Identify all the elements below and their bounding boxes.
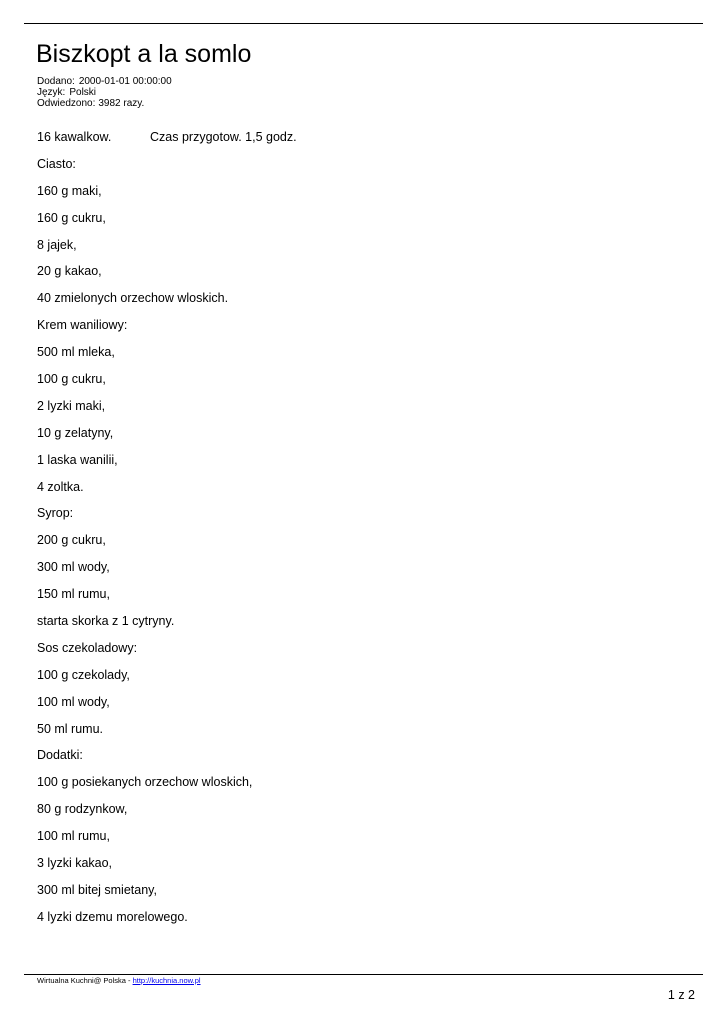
recipe-line: 2 lyzki maki, [37, 398, 106, 413]
added-date [37, 76, 172, 87]
recipe-line: 4 zoltka. [37, 479, 84, 494]
visit-count [37, 98, 172, 109]
footer-divider [24, 974, 703, 975]
recipe-line: 4 lyzki dzemu morelowego. [37, 909, 188, 924]
visit-count-value: 3982 razy. [98, 98, 145, 109]
footer-source [37, 976, 201, 985]
recipe-line: Syrop: [37, 506, 74, 521]
recipe-line: 40 zmielonych orzechow wloskich. [37, 291, 229, 306]
recipe-line: 100 ml rumu, [37, 829, 110, 844]
recipe-line: 20 g kakao, [37, 264, 102, 279]
language-label: Język: [37, 87, 66, 98]
recipe-line: 100 g czekolady, [37, 667, 130, 682]
recipe-line: starta skorka z 1 cytryny. [37, 614, 175, 629]
page-number: 1 z 2 [667, 988, 695, 1002]
recipe-line: 100 g cukru, [37, 372, 106, 387]
recipe-line: 160 g cukru, [37, 210, 106, 225]
top-divider [24, 23, 703, 24]
recipe-summary [37, 128, 697, 146]
recipe-line: 160 g maki, [37, 183, 102, 198]
prep-time: Czas przygotow. 1,5 godz. [150, 130, 297, 144]
recipe-line: 300 ml bitej smietany, [37, 882, 157, 897]
language-value: Polski [69, 87, 97, 98]
recipe-line: Sos czekoladowy: [37, 640, 138, 655]
page-title: Biszkopt a la somlo [36, 40, 252, 68]
recipe-line: 3 lyzki kakao, [37, 856, 113, 871]
footer-source-text: Wirtualna Kuchni@ Polska - [37, 976, 133, 985]
language [37, 87, 172, 98]
recipe-line: 10 g zelatyny, [37, 425, 114, 440]
recipe-line: Krem waniliowy: [37, 318, 128, 333]
visit-count-label: Odwiedzono: [37, 98, 96, 109]
recipe-line: 80 g rodzynkow, [37, 802, 128, 817]
document-meta [37, 76, 172, 109]
recipe-line: 1 laska wanilii, [37, 452, 118, 467]
recipe-line: Dodatki: [37, 748, 83, 763]
recipe-line: Ciasto: [37, 156, 76, 171]
footer-link[interactable]: http://kuchnia.now.pl [132, 976, 201, 985]
recipe-line: 100 g posiekanych orzechow wloskich, [37, 775, 253, 790]
added-date-label: Dodano: [37, 76, 75, 87]
recipe-line: 100 ml wody, [37, 694, 110, 709]
recipe-line: 50 ml rumu. [37, 721, 103, 736]
recipe-line: 150 ml rumu, [37, 587, 110, 602]
recipe-line: 300 ml wody, [37, 560, 110, 575]
added-date-value: 2000-01-01 00:00:00 [78, 76, 172, 87]
recipe-line: 200 g cukru, [37, 533, 106, 548]
servings: 16 kawalkow. [37, 130, 112, 144]
recipe-body [37, 128, 697, 935]
recipe-line: 500 ml mleka, [37, 345, 115, 360]
recipe-line: 8 jajek, [37, 237, 77, 252]
